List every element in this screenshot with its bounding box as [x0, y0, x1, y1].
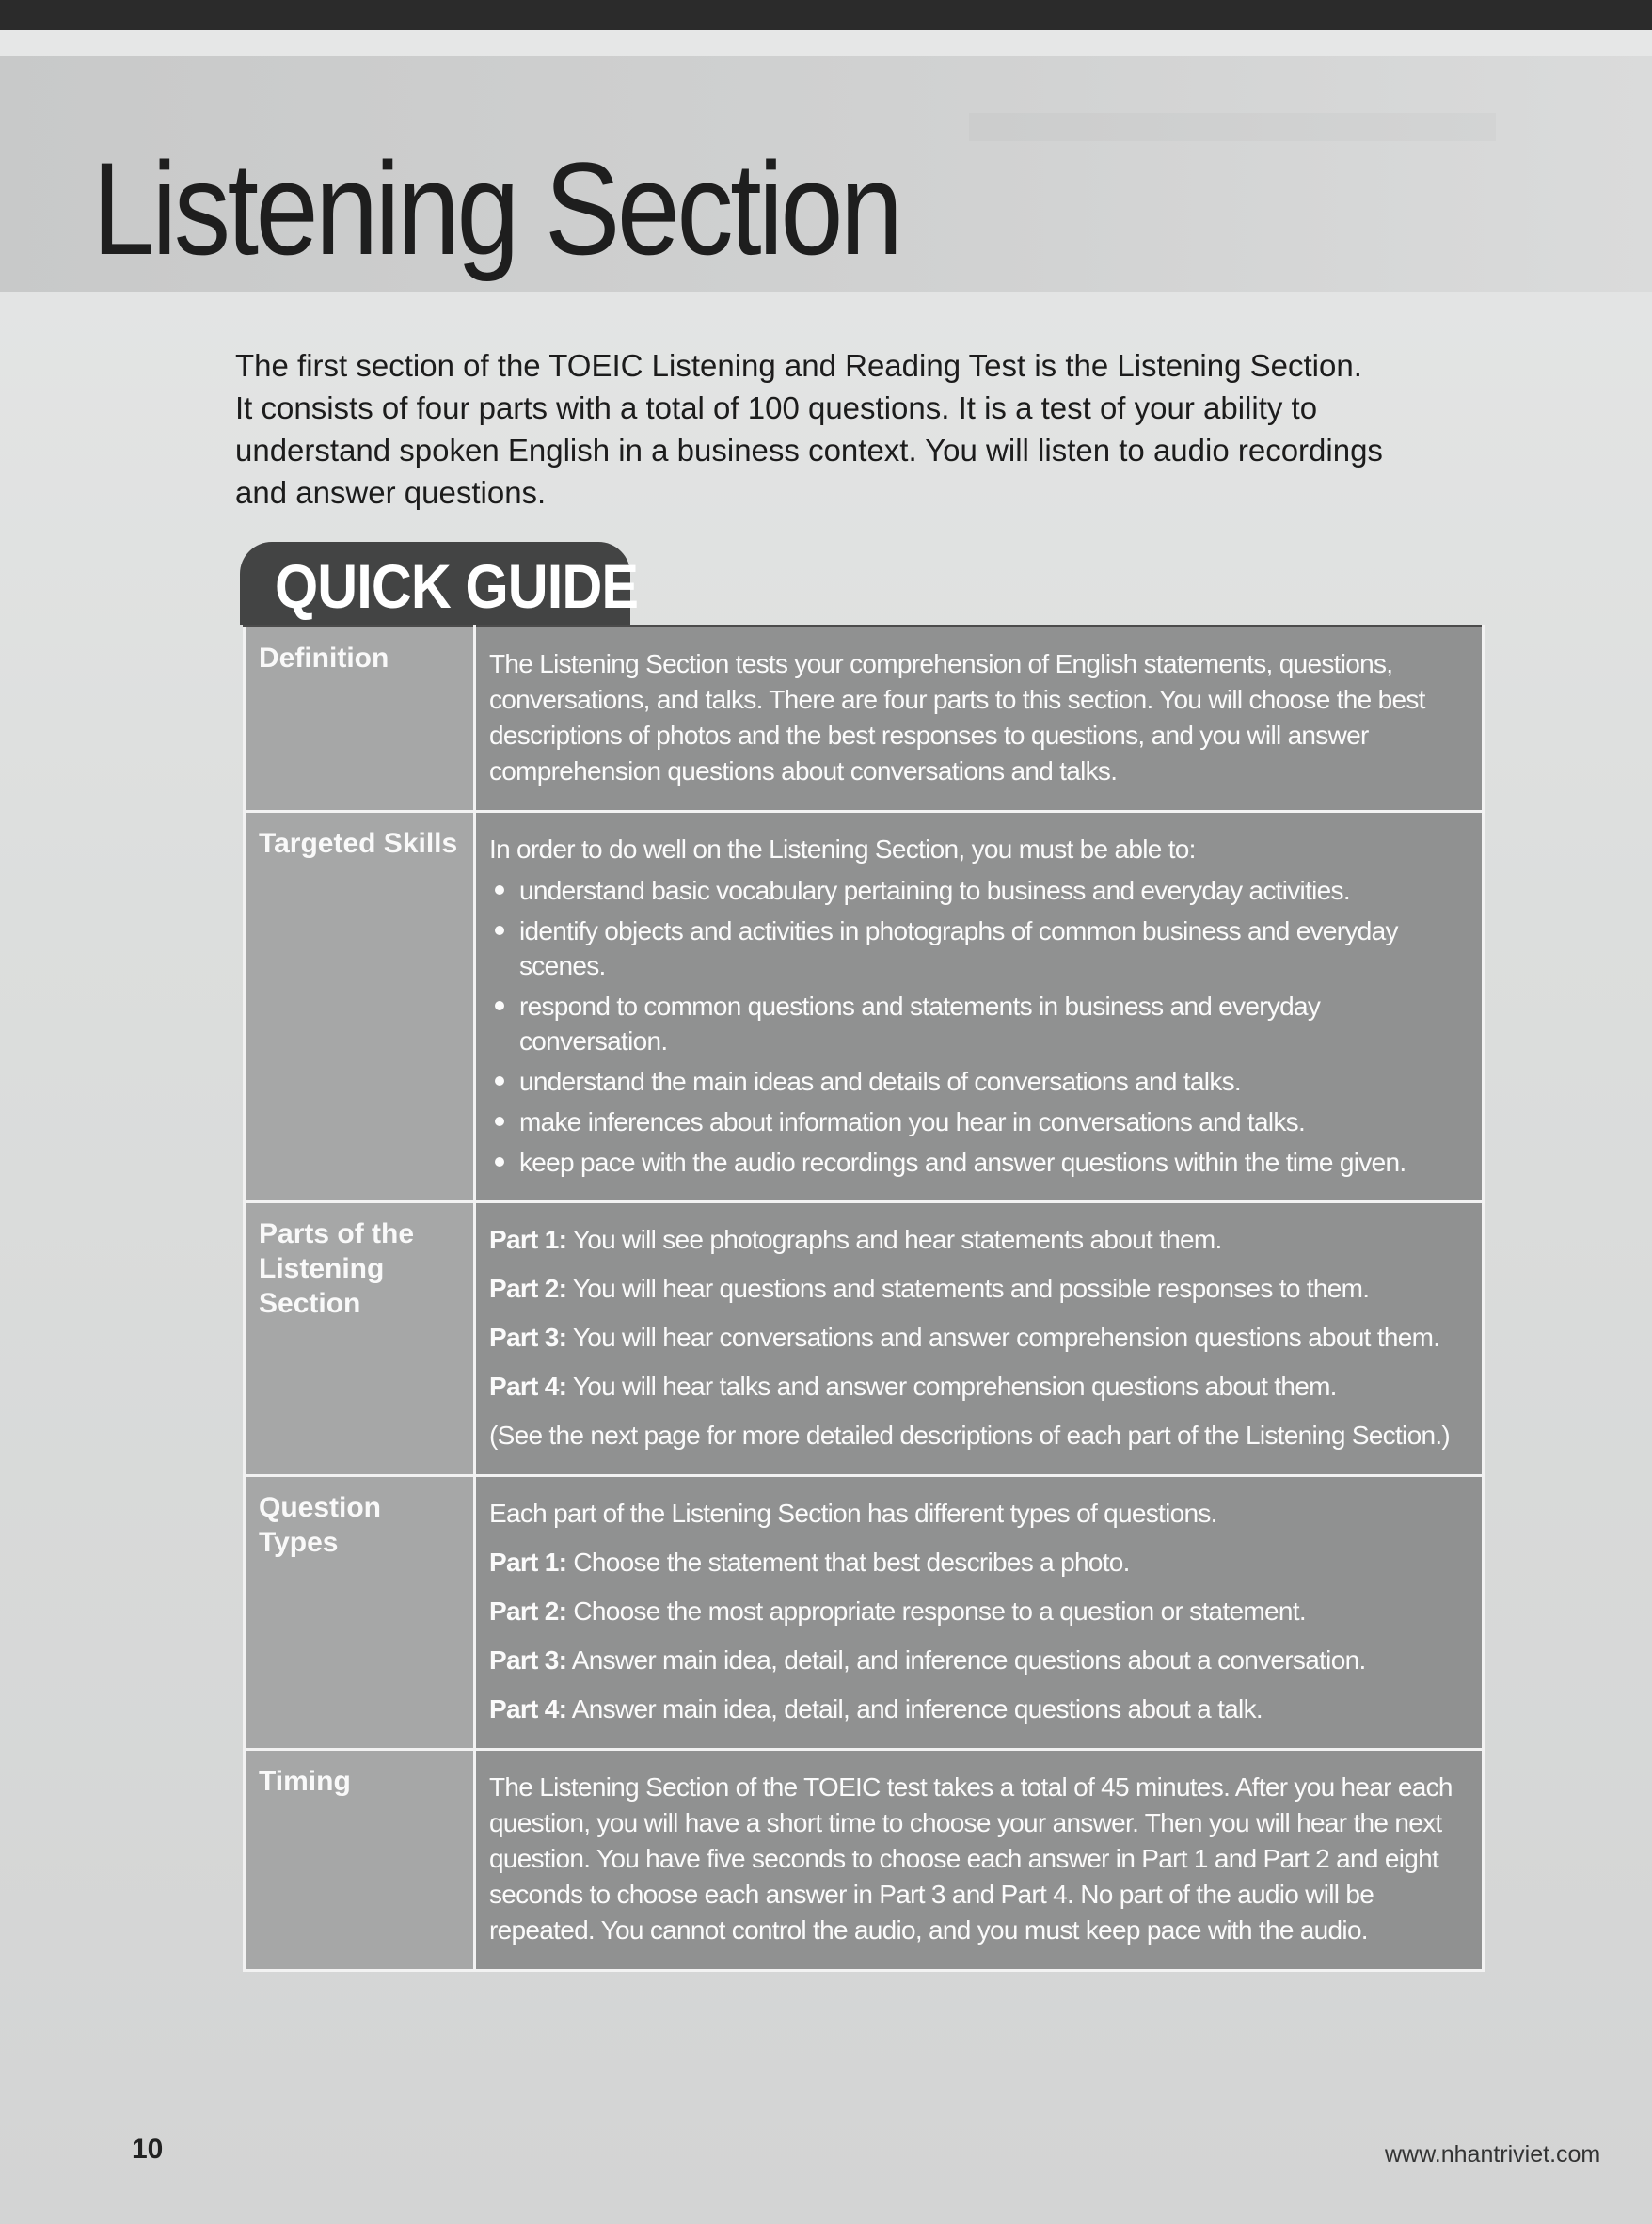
list-item: keep pace with the audio recordings and answer questions within the time given.: [489, 1145, 1467, 1180]
type-line: Part 2: Choose the most appropriate response to a question or statement.: [489, 1597, 1306, 1626]
skills-list: [489, 873, 1467, 1180]
question-types-row: [245, 1476, 1484, 1750]
list-item: make inferences about information you hear in conversations and talks.: [489, 1104, 1467, 1139]
types-intro: Each part of the Listening Section has different types of questions.: [489, 1499, 1217, 1528]
timing-text: The Listening Section of the TOEIC test takes a total of 45 minutes. After you hear each question, you will have a short time to choose your answer. Then you will hear the next question. You have five seconds to choose each answer in Part 1 and Part 2 and eight seconds to choose each answer in Part 3 and Part 4. No part of the audio will be repeated. You cannot control the audio, and you must keep pace with the audio.: [489, 1772, 1453, 1945]
targeted-skills-content: [475, 812, 1484, 1202]
quick-guide-table: [243, 625, 1485, 1972]
type-line: Part 4: Answer main idea, detail, and inference questions about a talk.: [489, 1694, 1263, 1724]
page-number: 10: [132, 2134, 164, 2165]
website-url: www.nhantriviet.com: [1385, 2141, 1601, 2168]
part-line: Part 1: You will see photographs and hear statements about them.: [489, 1225, 1222, 1254]
list-item: understand basic vocabulary pertaining to business and everyday activities.: [489, 873, 1467, 908]
targeted-skills-row: [245, 812, 1484, 1202]
definition-label: Definition: [245, 627, 475, 812]
intro-line: The first section of the TOEIC Listening and Reading Test is the Listening Section.: [235, 348, 1362, 383]
parts-note: (See the next page for more detailed descriptions of each part of the Listening Section.): [489, 1421, 1451, 1450]
question-types-content: [475, 1476, 1484, 1750]
list-item: understand the main ideas and details of conversations and talks.: [489, 1064, 1467, 1099]
intro-line: It consists of four parts with a total of 100 questions. It is a test of your ability to: [235, 390, 1318, 425]
intro-line: understand spoken English in a business context. You will listen to audio recordings: [235, 433, 1383, 468]
show-through-shadow: [969, 113, 1496, 141]
parts-content: [475, 1202, 1484, 1476]
type-line: Part 3: Answer main idea, detail, and inference questions about a conversation.: [489, 1645, 1366, 1675]
definition-content: [475, 627, 1484, 812]
question-types-label: Question Types: [245, 1476, 475, 1750]
timing-label: Timing: [245, 1750, 475, 1971]
page-title: Listening Section: [92, 135, 900, 282]
parts-label: Parts of the Listening Section: [245, 1202, 475, 1476]
intro-paragraph: [235, 344, 1421, 514]
quick-guide-heading: QUICK GUIDE: [275, 551, 639, 621]
timing-content: [475, 1750, 1484, 1971]
definition-text: The Listening Section tests your comprehension of English statements, questions, conversations, and talks. There are four parts to this section. You will choose the best descriptions of photos and the best responses to questions, and you will answer comprehension questions about conversations and talks.: [489, 649, 1425, 786]
parts-row: [245, 1202, 1484, 1476]
skills-intro: In order to do well on the Listening Section, you must be able to:: [489, 834, 1196, 864]
list-item: respond to common questions and statements in business and everyday conversation.: [489, 989, 1467, 1058]
list-item: identify objects and activities in photographs of common business and everyday scenes.: [489, 913, 1467, 983]
part-line: Part 4: You will hear talks and answer comprehension questions about them.: [489, 1372, 1337, 1401]
part-line: Part 3: You will hear conversations and answer comprehension questions about them.: [489, 1323, 1440, 1352]
definition-row: [245, 627, 1484, 812]
targeted-skills-label: Targeted Skills: [245, 812, 475, 1202]
part-line: Part 2: You will hear questions and statements and possible responses to them.: [489, 1274, 1370, 1303]
intro-line: and answer questions.: [235, 475, 547, 510]
timing-row: [245, 1750, 1484, 1971]
type-line: Part 1: Choose the statement that best describes a photo.: [489, 1548, 1130, 1577]
